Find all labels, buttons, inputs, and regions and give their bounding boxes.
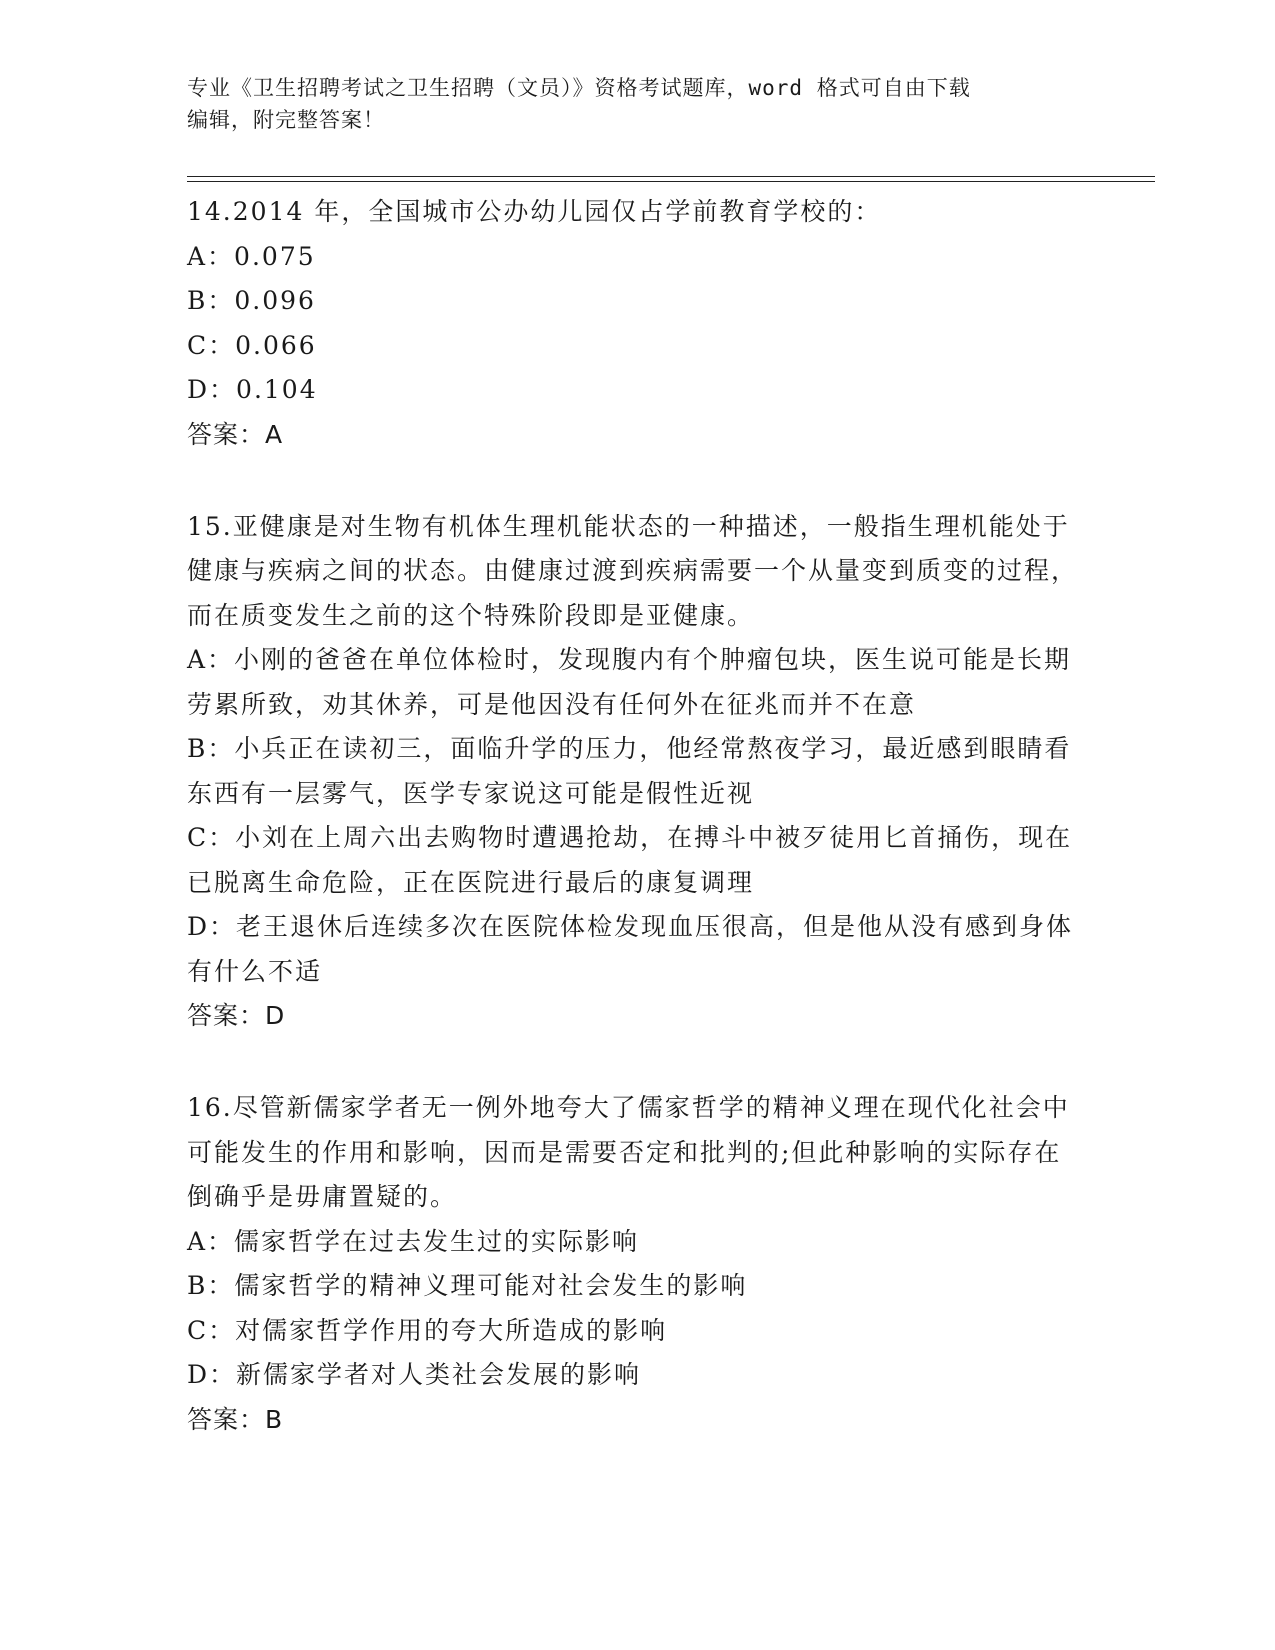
answer-line: 答案：B xyxy=(187,1404,284,1434)
option-d: D：0.104 xyxy=(187,375,318,404)
header-divider-top xyxy=(187,176,1155,177)
question-16 xyxy=(187,1086,1087,1442)
option-a: A：0.075 xyxy=(187,241,316,271)
option-c: C：对儒家哲学作用的夸大所造成的影响 xyxy=(187,1315,668,1345)
question-stem: 16.尽管新儒家学者无一例外地夸大了儒家哲学的精神义理在现代化社会中可能发生的作用和影响，因而是需要否定和批判的;但此种影响的实际存在倒确乎是毋庸置疑的。 xyxy=(187,1093,1070,1211)
header-line-2: 编辑，附完整答案！ xyxy=(187,108,385,132)
answer-line: 答案：A xyxy=(187,419,284,449)
question-15 xyxy=(187,505,1087,1039)
option-b: B：儒家哲学的精神义理可能对社会发生的影响 xyxy=(187,1271,748,1300)
question-stem: 14.2014 年，全国城市公办幼儿园仅占学前教育学校的： xyxy=(187,197,882,226)
option-a: A：小刚的爸爸在单位体检时，发现腹内有个肿瘤包块，医生说可能是长期劳累所致，劝其休养，可是他因没有任何外在征兆而并不在意 xyxy=(187,645,1072,719)
option-b: B：0.096 xyxy=(187,286,316,315)
document-header xyxy=(187,72,1067,136)
question-list xyxy=(187,190,1087,1490)
option-a: A：儒家哲学在过去发生过的实际影响 xyxy=(187,1226,640,1256)
option-c: C：0.066 xyxy=(187,330,317,360)
question-14 xyxy=(187,190,1087,457)
option-d: D：新儒家学者对人类社会发展的影响 xyxy=(187,1360,642,1389)
option-d: D：老王退休后连续多次在医院体检发现血压很高，但是他从没有感到身体有什么不适 xyxy=(187,912,1074,986)
option-c: C：小刘在上周六出去购物时遭遇抢劫，在搏斗中被歹徒用匕首捅伤，现在已脱离生命危险，正在医院进行最后的康复调理 xyxy=(187,823,1073,897)
answer-line: 答案：D xyxy=(187,1001,286,1030)
header-divider-bottom xyxy=(187,181,1155,182)
header-line-1: 专业《卫生招聘考试之卫生招聘（文员）》资格考试题库，word 格式可自由下载 xyxy=(187,76,971,100)
option-b: B：小兵正在读初三，面临升学的压力，他经常熬夜学习，最近感到眼睛看东西有一层雾气，医学专家说这可能是假性近视 xyxy=(187,734,1072,808)
question-stem: 15.亚健康是对生物有机体生理机能状态的一种描述，一般指生理机能处于健康与疾病之间的状态。由健康过渡到疾病需要一个从量变到质变的过程，而在质变发生之前的这个特殊阶段即是亚健康。 xyxy=(187,511,1079,630)
